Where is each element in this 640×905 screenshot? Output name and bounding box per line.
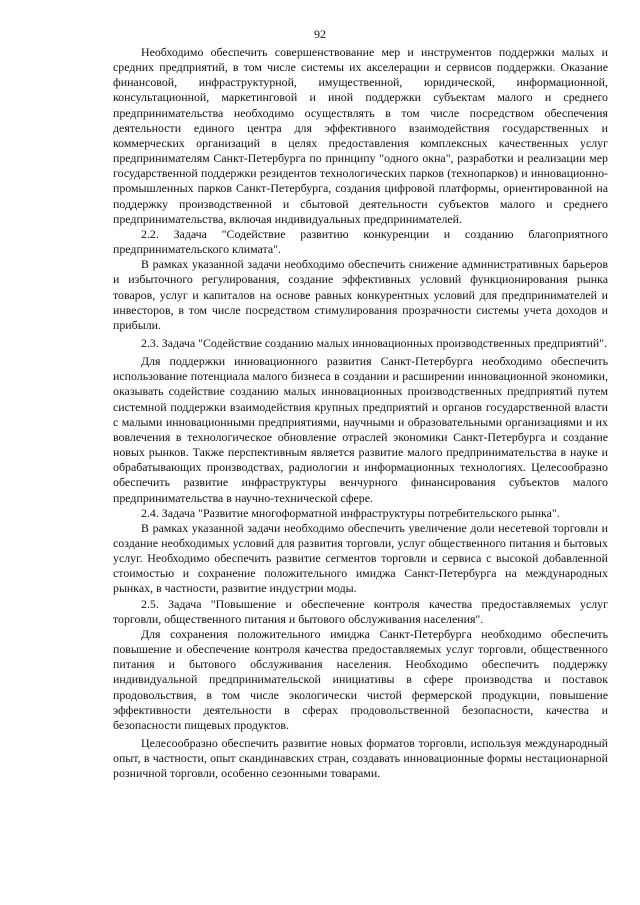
paragraph-new-formats: Целесообразно обеспечить развитие новых форматов торговли, используя международный опыт, в частности, опыт скандинавских стран, создавать инновационные формы нестационарной розничной торговли, особенно сезонными товарами. xyxy=(113,736,608,781)
paragraph-competition: В рамках указанной задачи необходимо обеспечить снижение административных барьеров и избыточного регулирования, создание эффективных условий функционирования рынка товаров, услуг и капиталов на основе равных конкурентных условий для предпринимателей и инвесторов, в том числе посредством стимулирования прозрачности системы учета доходов и прибыли. xyxy=(113,257,608,332)
paragraph-sme-support: Необходимо обеспечить совершенствование мер и инструментов поддержки малых и средних предприятий, в том числе системы их акселерации и сервисов поддержки. Оказание финансовой, инфраструктурной, имущественной, юридической, информационной, консультационной, маркетинговой и иной поддержки субъектам малого и среднего предпринимательства необходимо осуществлять в том числе посредством обеспечения деятельности единого центра для эффективного взаимодействия государственных и коммерческих организаций в целях предоставления комплексных качественных услуг предпринимателям Санкт-Петербурга по принципу "одного окна", разработки и реализации мер государственной поддержки резидентов технологических парков (технопарков) и инновационно-промышленных парков Санкт-Петербурга, создания цифровой платформы, ориентированной на поддержку производственной и сбытовой деятельности субъектов малого и среднего предпринимательства, включая индивидуальных предпринимателей. xyxy=(113,45,608,226)
document-body xyxy=(113,45,608,782)
paragraph-quality-control: Для сохранения положительного имиджа Санкт-Петербурга необходимо обеспечить повышение и обеспечение контроля качества предоставляемых услуг торговли, общественного питания и бытового обслуживания населения. Необходимо обеспечить поддержку индивидуальной предпринимательской инициативы в сфере производства и поставок продовольствия, в том числе экологически чистой фермерской продукции, повышение эффективности деятельности в сферах продовольственной безопасности, качества и безопасности пищевых продуктов. xyxy=(113,626,608,732)
paragraph-consumer-market: В рамках указанной задачи необходимо обеспечить увеличение доли несетевой торговли и создание необходимых условий для развития торговли, услуг общественного питания и бытовых услуг. Необходимо обеспечить развитие сегментов торговли и сервиса с высокой добавленной стоимостью и сохранение положительного имиджа Санкт-Петербурга на международных рынках, в частности, развитие индустрии моды. xyxy=(113,520,608,596)
page-number: 92 xyxy=(314,27,326,41)
paragraph-innovation: Для поддержки инновационного развития Санкт-Петербурга необходимо обеспечить использование потенциала малого бизнеса в создании и расширении инновационной экономики, оказывать содействие созданию малых инновационных производственных предприятий путем системной поддержки взаимодействия крупных предприятий и органов государственной власти с малыми инновационными предприятиями, научными и образовательными организациями и их вовлечения в технологическое обновление отраслей экономики Санкт-Петербурга и создание новых рынков. Также перспективным является развитие малого предпринимательства в науке и обрабатывающих производствах, радиологии и информационных технологиях. Целесообразно обеспечить развитие инфраструктуры венчурного финансирования субъектов малого предпринимательства в научно-технической сфере. xyxy=(113,354,608,505)
task-heading-2-3: 2.3. Задача "Содействие созданию малых инновационных производственных предприятий". xyxy=(141,335,608,350)
task-heading-2-2: 2.2. Задача "Содействие развитию конкуренции и созданию благоприятного предпринимательского климата". xyxy=(113,226,608,257)
task-heading-2-4: 2.4. Задача "Развитие многоформатной инфраструктуры потребительского рынка". xyxy=(141,505,560,520)
task-heading-2-5: 2.5. Задача "Повышение и обеспечение контроля качества предоставляемых услуг торговли, общественного питания и бытового обслуживания населения". xyxy=(113,596,608,626)
